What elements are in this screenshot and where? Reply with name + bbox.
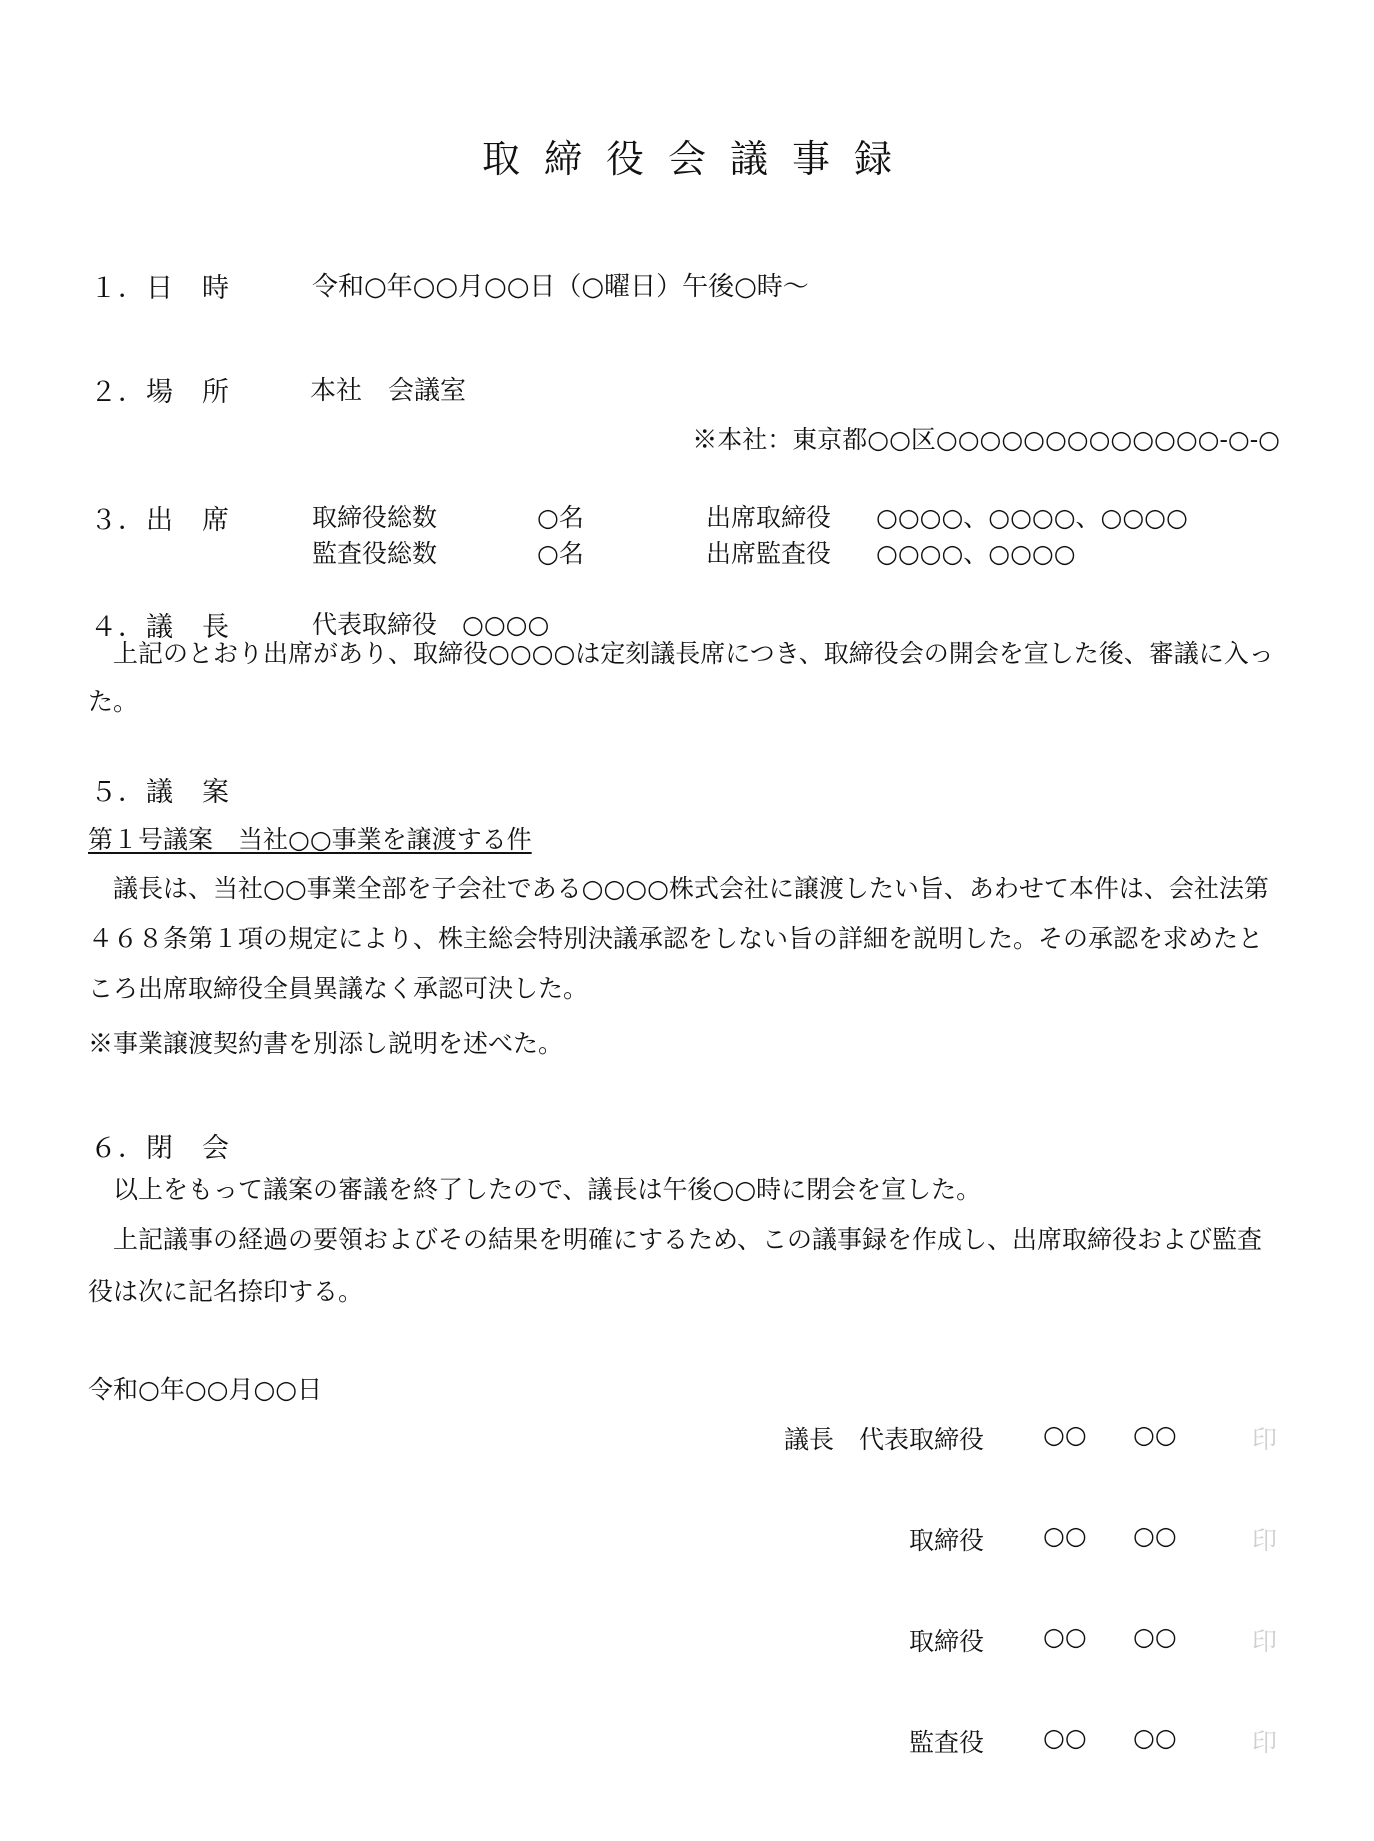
document-title: 取締役会議事録	[481, 137, 916, 181]
signature-name-last: ○○	[1133, 1622, 1177, 1651]
agenda-paragraph: 議長は、当社○○事業全部を子会社である○○○○株式会社に譲渡したい旨、あわせて本件は、会社法第４６８条第１項の規定により、株主総会特別決議承認をしない旨の詳細を説明した。その承認を求めたところ出席取締役全員異議なく承認可決した。	[88, 874, 1269, 1003]
director-total-label: 取締役総数	[312, 503, 438, 532]
attending-auditors-names: ○○○○、○○○○	[876, 539, 1076, 568]
signature-name-last: ○○	[1133, 1521, 1177, 1550]
signature-role-chair: 議長 代表取締役	[783, 1425, 984, 1454]
section5-heading: ５．議 案	[90, 777, 230, 808]
section6-heading: ６．閉 会	[90, 1133, 230, 1164]
signature-role-director: 取締役	[908, 1627, 984, 1656]
signature-role-auditor: 監査役	[908, 1728, 984, 1757]
seal-mark: 印	[1252, 1526, 1278, 1555]
signature-name-first: ○○	[1043, 1521, 1087, 1550]
signature-name-first: ○○	[1043, 1622, 1087, 1651]
attending-auditors-label: 出席監査役	[706, 539, 832, 568]
attending-directors-label: 出席取締役	[706, 503, 832, 532]
section3-heading: ３．出 席	[90, 505, 230, 536]
address-note: ※本社：東京都○○区○○○○○○○○○○○○○-○-○	[692, 425, 1280, 454]
signature-name-last: ○○	[1133, 1420, 1177, 1449]
attending-directors-names: ○○○○、○○○○、○○○○	[876, 503, 1188, 532]
seal-mark: 印	[1252, 1627, 1278, 1656]
closing-paragraph-1: 以上をもって議案の審議を終了したので、議長は午後○○時に閉会を宣した。	[113, 1175, 982, 1204]
agenda-note: ※事業譲渡契約書を別添し説明を述べた。	[88, 1029, 564, 1058]
meeting-place: 本社 会議室	[310, 376, 467, 406]
agenda-title: 第１号議案 当社○○事業を譲渡する件	[88, 825, 532, 854]
auditor-total-label: 監査役総数	[312, 539, 438, 568]
opening-paragraph: 上記のとおり出席があり、取締役○○○○は定刻議長席につき、取締役会の開会を宣した後、審議に入った。	[88, 639, 1274, 716]
signature-name-first: ○○	[1043, 1723, 1087, 1752]
section2-heading: ２．場 所	[90, 377, 230, 408]
signature-role-director: 取締役	[908, 1526, 984, 1555]
section4-heading: ４．議 長	[90, 612, 230, 643]
meeting-datetime: 令和○年○○月○○日（○曜日）午後○時～	[312, 272, 809, 302]
signature-name-last: ○○	[1133, 1723, 1177, 1752]
seal-mark: 印	[1252, 1425, 1278, 1454]
closing-paragraph-2: 上記議事の経過の要領およびその結果を明確にするため、この議事録を作成し、出席取締役および監査役は次に記名捺印する。	[88, 1225, 1263, 1306]
director-total-count: ○名	[537, 503, 584, 532]
chairperson: 代表取締役 ○○○○	[312, 610, 550, 639]
auditor-total-count: ○名	[537, 539, 584, 568]
seal-mark: 印	[1252, 1728, 1278, 1757]
section1-heading: １．日 時	[90, 273, 230, 304]
document-date: 令和○年○○月○○日	[88, 1375, 323, 1404]
signature-name-first: ○○	[1043, 1420, 1087, 1449]
